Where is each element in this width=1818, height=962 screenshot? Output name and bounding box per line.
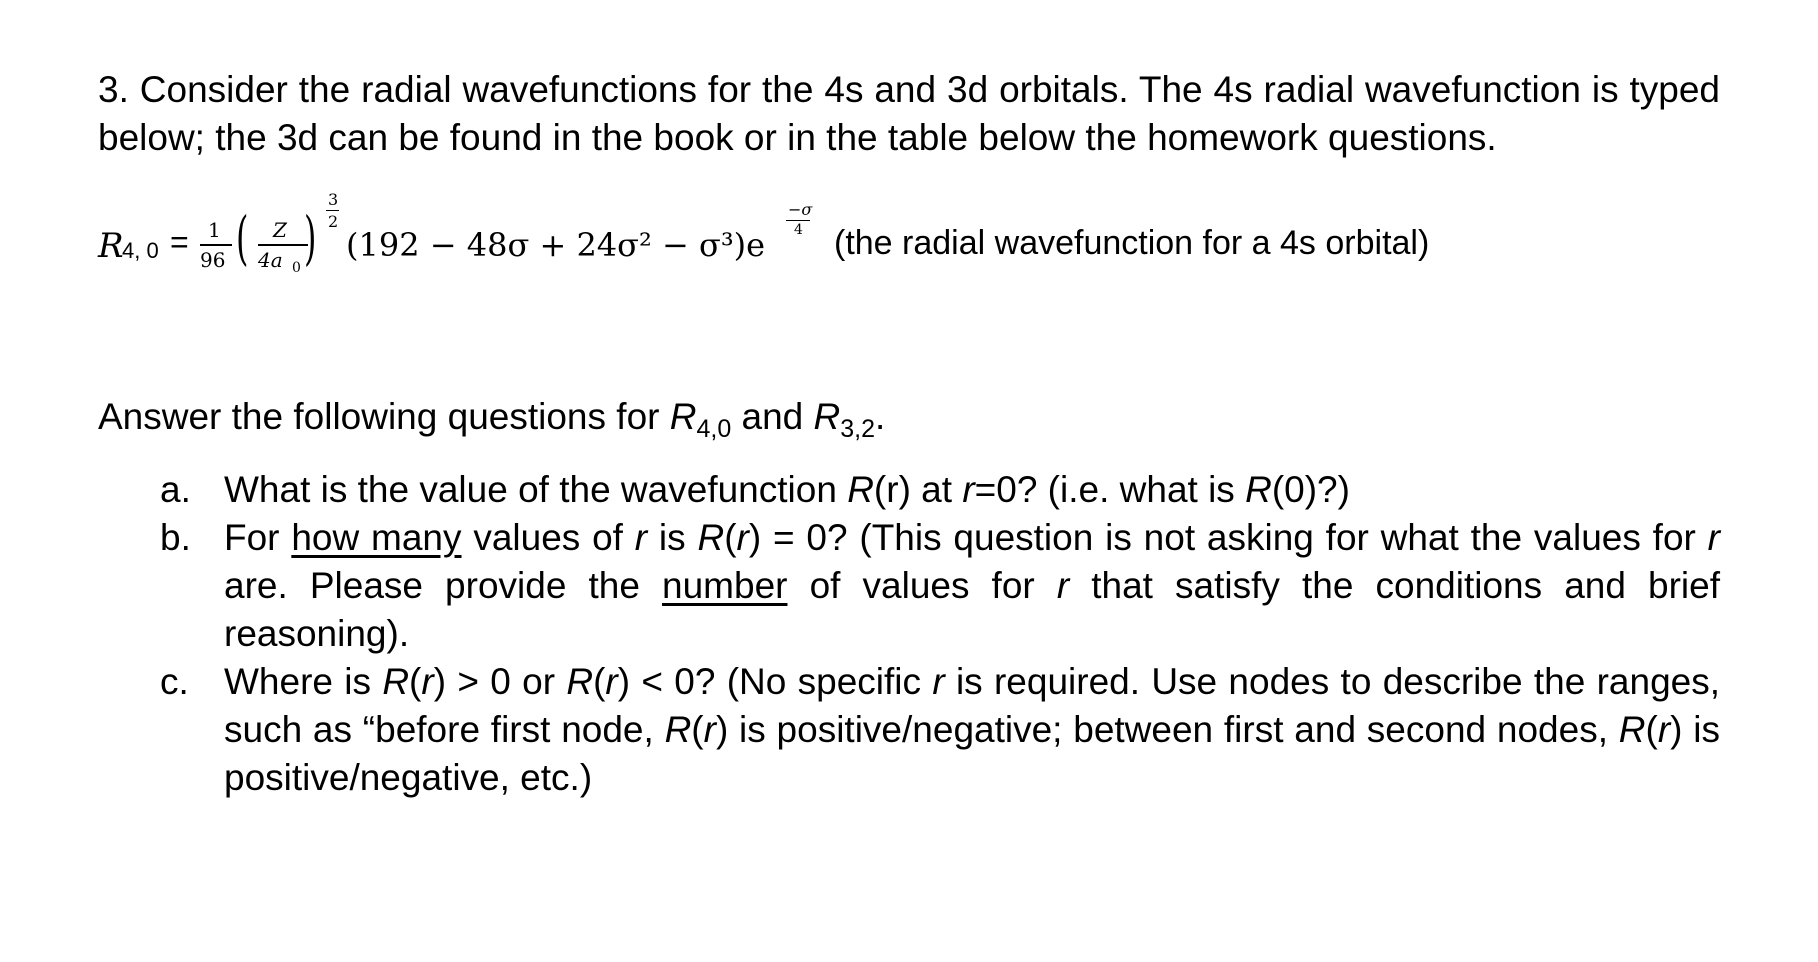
qc-t7: ( bbox=[593, 661, 606, 702]
qb-t6: R bbox=[697, 517, 725, 558]
eq-exp-fraction-bar bbox=[326, 210, 339, 211]
qa-t4: r bbox=[962, 469, 975, 510]
question-a-marker: a. bbox=[160, 469, 191, 510]
qb-t1: For bbox=[224, 517, 292, 558]
question-list bbox=[160, 466, 1720, 802]
question-c-marker: c. bbox=[160, 661, 189, 702]
qa-t7: (0)?) bbox=[1271, 469, 1350, 510]
qb-t2-underlined: how many bbox=[291, 517, 462, 558]
eq-inner-fraction-bar bbox=[258, 244, 308, 246]
radial-wavefunction-equation bbox=[98, 190, 1720, 300]
qc-t18: r bbox=[1657, 709, 1671, 750]
qc-t6: R bbox=[566, 661, 594, 702]
eq-exp2-fraction-bar bbox=[786, 220, 810, 221]
qb-t9: ) = 0? (This question is not asking for what the values for bbox=[748, 517, 1708, 558]
eq-right-paren: ) bbox=[304, 204, 317, 272]
eq-equals: = bbox=[170, 224, 189, 260]
eq-polynomial: (192 − 48σ + 24σ² − σ³)e bbox=[346, 226, 766, 264]
question-b bbox=[160, 514, 1720, 658]
qc-t17: ( bbox=[1645, 709, 1658, 750]
question-c bbox=[160, 658, 1720, 802]
question-a bbox=[160, 466, 1720, 514]
qa-t3: (r) at bbox=[873, 469, 963, 510]
qc-t14: r bbox=[703, 709, 716, 750]
eq-exp2-denominator: 4 bbox=[794, 222, 803, 238]
qc-t2: R bbox=[382, 661, 410, 702]
eq-lhs-symbol: R bbox=[98, 226, 124, 266]
answer-r1: R bbox=[669, 396, 697, 437]
qb-t4: r bbox=[634, 517, 648, 558]
qb-t7: ( bbox=[724, 517, 737, 558]
qc-t9: ) < 0? (No specific bbox=[617, 661, 933, 702]
qa-t5: =0? (i.e. what is bbox=[974, 469, 1246, 510]
eq-coef-numerator: 1 bbox=[208, 218, 221, 242]
qc-t13: ( bbox=[691, 709, 704, 750]
eq-exp-numerator: 3 bbox=[328, 190, 339, 209]
qb-t11: are. Please provide the bbox=[224, 565, 663, 606]
qa-t6: R bbox=[1245, 469, 1272, 510]
qa-t2: R bbox=[847, 469, 874, 510]
qc-t16: R bbox=[1618, 709, 1646, 750]
qb-t14: r bbox=[1056, 565, 1070, 606]
qc-t12: R bbox=[664, 709, 692, 750]
qc-t4: r bbox=[421, 661, 434, 702]
answer-prefix: Answer the following questions for bbox=[98, 396, 670, 437]
qb-t5: is bbox=[647, 517, 698, 558]
qc-t3: ( bbox=[409, 661, 422, 702]
eq-exp-denominator: 2 bbox=[328, 212, 339, 231]
eq-note: (the radial wavefunction for a 4s orbital) bbox=[834, 224, 1430, 262]
eq-exp2-numerator: −σ bbox=[788, 200, 813, 219]
answer-r2-sub: 3,2 bbox=[840, 415, 876, 443]
answer-instructions bbox=[98, 393, 1720, 445]
qc-t11: is required. Use nodes to describe the ranges, such as “before first node, bbox=[224, 661, 1721, 750]
eq-coef-fraction-bar bbox=[200, 244, 232, 246]
qb-t13: of values for bbox=[787, 565, 1057, 606]
eq-inner-den-subscript: 0 bbox=[292, 260, 301, 276]
qb-t10: r bbox=[1707, 517, 1720, 558]
qa-t1: What is the value of the wavefunction bbox=[224, 469, 848, 510]
qb-t3: values of bbox=[461, 517, 635, 558]
qc-t15: ) is positive/negative; between first and second nodes, bbox=[715, 709, 1619, 750]
eq-coef-denominator: 96 bbox=[200, 248, 226, 272]
answer-r1-sub: 4,0 bbox=[696, 415, 732, 443]
qc-t10: r bbox=[932, 661, 945, 702]
qc-t5: ) > 0 or bbox=[433, 661, 567, 702]
qc-t19: ) is positive/negative, etc.) bbox=[224, 709, 1720, 798]
qb-t8: r bbox=[736, 517, 749, 558]
qb-t15: that satisfy the conditions and brief reasoning). bbox=[224, 565, 1721, 654]
qb-t12-underlined: number bbox=[662, 565, 788, 606]
eq-left-paren: ( bbox=[236, 204, 249, 272]
qc-t8: r bbox=[605, 661, 618, 702]
intro-paragraph bbox=[98, 66, 1720, 162]
answer-suffix: . bbox=[875, 396, 886, 437]
qc-t1: Where is bbox=[224, 661, 383, 702]
eq-lhs-subscript: 4, 0 bbox=[122, 238, 159, 263]
eq-inner-numerator: Z bbox=[273, 218, 287, 242]
eq-inner-denominator: 4a bbox=[258, 248, 283, 272]
answer-r2: R bbox=[813, 396, 841, 437]
answer-mid: and bbox=[731, 396, 814, 437]
question-b-marker: b. bbox=[160, 517, 191, 558]
intro-text: 3. Consider the radial wavefunctions for the 4s and 3d orbitals. The 4s radial wavefunction is typed below; the 3d can be found in the book or in the table below the homework questions. bbox=[98, 69, 1720, 158]
